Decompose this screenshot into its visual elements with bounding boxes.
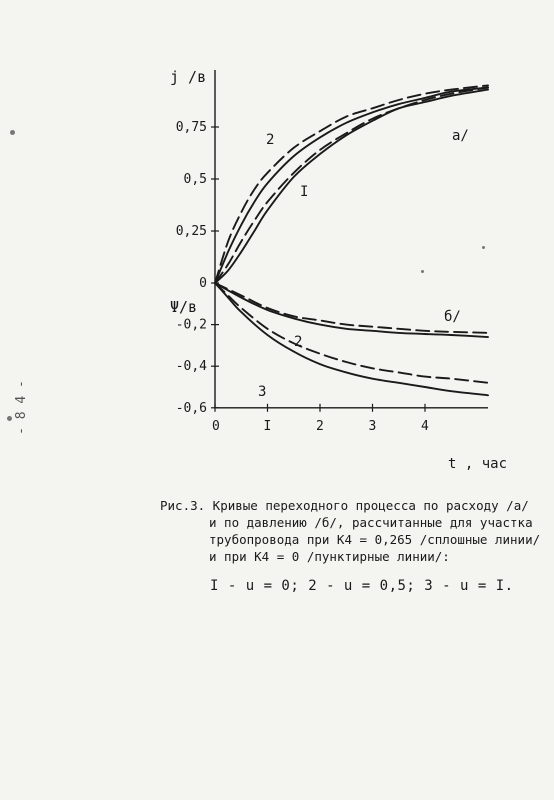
y-tick-label: 0,75	[175, 120, 207, 135]
curve-label-b2: 2	[294, 334, 303, 350]
y-tick-label: 0,25	[175, 224, 207, 239]
curve-legend: I - u = 0; 2 - u = 0,5; 3 - u = I.	[210, 578, 514, 594]
curve-label-a1: I	[300, 184, 309, 200]
panel-a-label: а/	[452, 128, 469, 144]
scan-speck	[7, 416, 12, 421]
tick-labels	[176, 120, 429, 434]
y-tick-label: -0,2	[175, 317, 207, 333]
y-tick-label: -0,4	[175, 359, 207, 375]
scan-speck	[482, 246, 485, 249]
x-axis-label: t , час	[448, 456, 508, 472]
series-line-a-I-dashed	[215, 88, 488, 284]
caption-line-3: трубопровода при К4 = 0,265 /сплошные линии/	[209, 532, 541, 547]
panel-b-label: б/	[444, 309, 461, 325]
caption-line-1: Рис.3. Кривые переходного процесса по расходу /а/	[160, 498, 529, 513]
x-tick-label: 3	[368, 418, 377, 434]
series-group	[215, 85, 488, 395]
x-tick-label: 0	[212, 418, 220, 434]
x-tick-label: 4	[421, 418, 429, 434]
margin-page-mark: - 8 4 -	[13, 380, 29, 435]
x-tick-label: I	[263, 418, 272, 434]
x-tick-label: 2	[316, 418, 324, 434]
scan-speck	[10, 130, 15, 135]
series-line-b-3-dashed	[215, 283, 488, 383]
figure-caption	[160, 497, 540, 565]
caption-line-4: и при К4 = 0 /пунктирные линии/:	[209, 549, 450, 564]
caption-line-2: и по давлению /б/, рассчитанные для участка	[209, 515, 533, 530]
y-axis-label-top: j /в	[170, 68, 207, 86]
y-tick-label: -0,6	[175, 400, 207, 416]
series-line-a-2-solid	[215, 88, 488, 284]
curve-label-b3: 3	[258, 384, 267, 400]
series-line-a-2-dashed	[215, 85, 488, 283]
curve-label-a2: 2	[266, 132, 275, 148]
scan-speck	[421, 270, 424, 273]
y-tick-label: 0	[199, 276, 207, 291]
y-axis-label-bottom: Ψ/в	[170, 298, 198, 316]
y-tick-label: 0,5	[183, 172, 207, 187]
